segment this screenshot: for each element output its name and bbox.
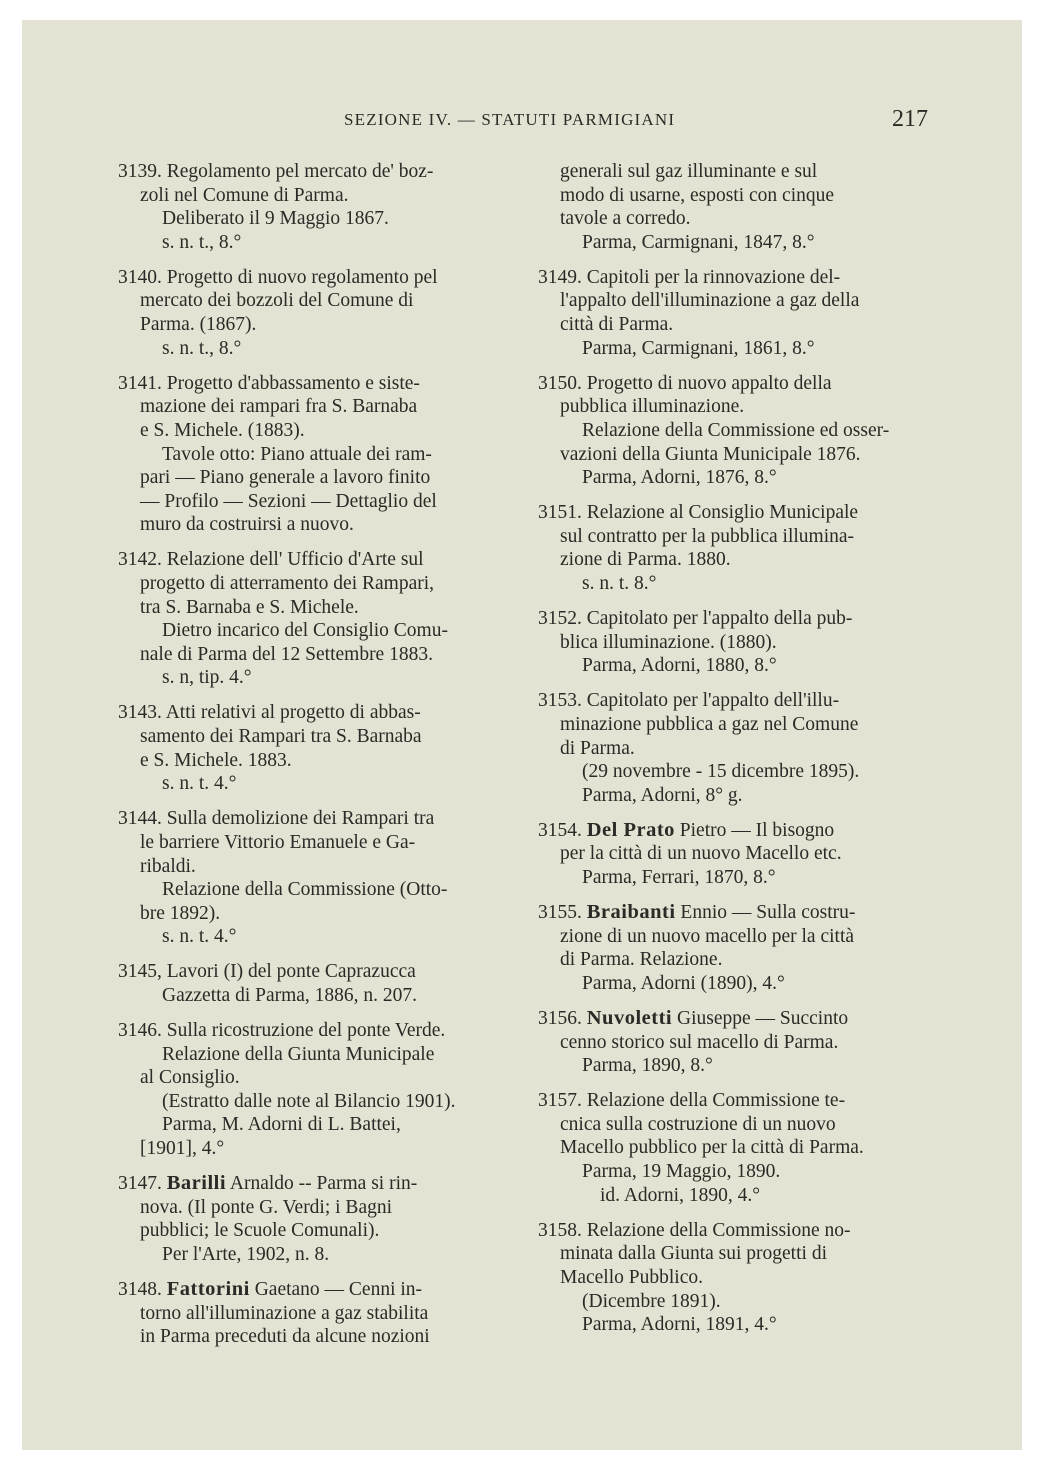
book-page	[22, 20, 1022, 1450]
entry-first-line	[538, 372, 930, 396]
entry-line: e S. Michele. (1883).	[140, 419, 305, 441]
catalog-entry	[538, 266, 930, 360]
entry-line: le barriere Vittorio Emanuele e Ga-	[140, 831, 416, 853]
entry-number: 3156.	[538, 1008, 587, 1029]
author-surname: Nuvoletti	[586, 1007, 673, 1029]
entry-number: 3141.	[118, 372, 167, 394]
entry-line: s. n. t., 8.°	[162, 337, 242, 359]
entry-number: 3152.	[538, 608, 587, 630]
entry-number: 3149.	[538, 266, 587, 288]
entry-text: Relazione dell' Ufficio d'Arte sul	[166, 549, 424, 571]
entry-line: pubblica illuminazione.	[560, 396, 745, 418]
entry-number: 3148.	[118, 1279, 167, 1301]
entry-line: Parma, Adorni (1890), 4.°	[582, 972, 785, 994]
entry-text: Relazione della Commissione no-	[586, 1219, 851, 1241]
entry-line: samento dei Rampari tra S. Barnaba	[140, 726, 422, 748]
entry-text: Relazione della Commissione te-	[586, 1090, 846, 1112]
entry-line: generali sul gaz illuminante e sul	[560, 161, 818, 182]
entry-text: Regolamento pel mercato de' boz-	[166, 161, 434, 182]
entry-line: mercato dei bozzoli del Comune di	[140, 290, 414, 312]
entry-line: Parma, Carmignani, 1861, 8.°	[582, 337, 815, 359]
catalog-entry	[118, 372, 510, 537]
entry-number: 3140.	[118, 266, 167, 288]
entry-first-line	[538, 1219, 930, 1243]
entry-line: muro da costruirsi a nuovo.	[140, 514, 354, 536]
entry-line: s. n. t. 4.°	[162, 926, 237, 948]
entry-line: Tavole otto: Piano attuale dei ram-	[162, 443, 432, 465]
entry-line: di Parma. Relazione.	[560, 949, 723, 971]
entry-text: Gaetano — Cenni in-	[254, 1279, 423, 1301]
catalog-entry	[118, 160, 510, 254]
entry-text: Progetto di nuovo regolamento pel	[166, 266, 438, 288]
page-number: 217	[892, 106, 928, 132]
left-column	[118, 160, 510, 1360]
catalog-entry	[118, 960, 510, 1007]
entry-number: 3150.	[538, 372, 587, 394]
entry-number: 3147.	[118, 1173, 167, 1195]
entry-line: vazioni della Giunta Municipale 1876.	[560, 443, 861, 465]
entry-line: Parma, 19 Maggio, 1890.	[582, 1161, 781, 1183]
entry-number: 3143.	[118, 702, 166, 724]
author-surname: Braibanti	[586, 901, 676, 924]
entry-line: Parma. (1867).	[140, 314, 257, 336]
entry-first-line	[118, 160, 510, 184]
entry-line: zione di Parma. 1880.	[560, 549, 731, 571]
entry-text: Lavori (I) del ponte Caprazucca	[166, 961, 416, 983]
entry-line: Dietro incarico del Consiglio Comu-	[162, 620, 448, 642]
entry-line: minazione pubblica a gaz nel Comune	[560, 713, 859, 735]
catalog-entry	[538, 372, 930, 490]
entry-line: di Parma.	[560, 737, 635, 759]
entry-first-line	[538, 901, 930, 925]
entry-line: (Dicembre 1891).	[582, 1290, 721, 1312]
entry-line: [1901], 4.°	[140, 1138, 225, 1160]
entry-line: s. n. t., 8.°	[162, 231, 242, 253]
right-column	[538, 160, 930, 1348]
catalog-entry	[538, 689, 930, 807]
entry-line: nale di Parma del 12 Settembre 1883.	[140, 643, 433, 665]
entry-text: Pietro — Il bisogno	[679, 819, 835, 841]
entry-first-line	[538, 1007, 930, 1031]
catalog-entry	[538, 901, 930, 995]
entry-line: per la città di un nuovo Macello etc.	[560, 843, 842, 865]
entry-line: pari — Piano generale a lavoro finito	[140, 467, 431, 489]
entry-first-line	[538, 266, 930, 290]
entry-text: Capitoli per la rinnovazione del-	[586, 266, 841, 288]
entry-number: 3158.	[538, 1219, 587, 1241]
entry-first-line	[118, 1278, 510, 1302]
entry-line: tra S. Barnaba e S. Michele.	[140, 596, 359, 618]
entry-line: s. n. t. 4.°	[162, 773, 237, 795]
catalog-entry	[538, 607, 930, 678]
entry-line: Relazione della Commissione ed osser-	[582, 419, 890, 441]
entry-number: 3145,	[118, 961, 167, 983]
entry-line: ribaldi.	[140, 855, 196, 877]
running-header	[22, 108, 1022, 138]
catalog-entry	[118, 266, 510, 360]
entry-line: (29 novembre - 15 dicembre 1895).	[582, 761, 860, 783]
entry-first-line	[538, 501, 930, 525]
catalog-entry	[118, 1278, 510, 1349]
entry-text: Progetto d'abbassamento e siste-	[166, 372, 420, 394]
entry-line: Parma, Adorni, 8° g.	[582, 784, 743, 806]
entry-line: minata dalla Giunta sui progetti di	[560, 1243, 827, 1265]
entry-line: cenno storico sul macello di Parma.	[560, 1031, 839, 1053]
entry-line: Gazzetta di Parma, 1886, n. 207.	[162, 985, 418, 1006]
entry-text: Ennio — Sulla costru-	[680, 902, 856, 924]
catalog-entry	[118, 548, 510, 690]
entry-text: Giuseppe — Succinto	[676, 1008, 849, 1029]
entry-line: Macello pubblico per la città di Parma.	[560, 1137, 864, 1159]
entry-first-line	[538, 1089, 930, 1113]
entry-number: 3154.	[538, 819, 587, 841]
entry-line: e S. Michele. 1883.	[140, 749, 292, 771]
entry-line: zoli nel Comune di Parma.	[140, 184, 349, 206]
entry-line: zione di un nuovo macello per la città	[560, 925, 855, 947]
entry-number: 3151.	[538, 502, 587, 524]
entry-number: 3144.	[118, 808, 167, 830]
entry-line: Parma, M. Adorni di L. Battei,	[162, 1114, 401, 1136]
entry-line: Parma, Adorni, 1891, 4.°	[582, 1314, 777, 1336]
entry-line: progetto di atterramento dei Rampari,	[140, 573, 435, 594]
catalog-entry	[538, 501, 930, 595]
entry-first-line	[118, 548, 510, 572]
entry-line: Macello Pubblico.	[560, 1266, 703, 1288]
entry-first-line	[118, 701, 510, 725]
entry-line: città di Parma.	[560, 314, 674, 336]
author-surname: Fattorini	[166, 1278, 250, 1301]
entry-line: nova. (Il ponte G. Verdi; i Bagni	[140, 1196, 393, 1218]
catalog-entry	[538, 1219, 930, 1337]
entry-text: Relazione al Consiglio Municipale	[586, 502, 859, 524]
entry-number: 3139.	[118, 161, 167, 182]
entry-line: Deliberato il 9 Maggio 1867.	[162, 208, 389, 230]
entry-text: Progetto di nuovo appalto della	[586, 372, 832, 394]
catalog-entry	[538, 160, 930, 254]
section-title: SEZIONE IV. — STATUTI PARMIGIANI	[344, 110, 676, 129]
catalog-entry	[538, 1007, 930, 1078]
entry-text: Capitolato per l'appalto dell'illu-	[586, 690, 840, 712]
catalog-entry	[118, 807, 510, 949]
catalog-entry	[118, 1019, 510, 1161]
entry-text: Sulla ricostruzione del ponte Verde.	[166, 1020, 446, 1042]
entry-first-line	[538, 607, 930, 631]
catalog-entry	[538, 1089, 930, 1207]
entry-line: Relazione della Giunta Municipale	[162, 1043, 435, 1065]
entry-line: (Estratto dalle note al Bilancio 1901).	[162, 1090, 456, 1112]
entry-line: mazione dei rampari fra S. Barnaba	[140, 396, 418, 418]
entry-line: pubblici; le Scuole Comunali).	[140, 1220, 380, 1242]
entry-line: — Profilo — Sezioni — Dettaglio del	[140, 490, 437, 512]
entry-first-line	[118, 266, 510, 290]
entry-first-line	[538, 819, 930, 843]
entry-line: in Parma preceduti da alcune nozioni	[140, 1326, 430, 1348]
entry-line: Relazione della Commissione (Otto-	[162, 879, 448, 901]
entry-first-line	[118, 960, 510, 984]
entry-line: l'appalto dell'illuminazione a gaz della	[560, 290, 860, 312]
entry-number: 3157.	[538, 1090, 587, 1112]
entry-line: Per l'Arte, 1902, n. 8.	[162, 1243, 330, 1265]
entry-text: Atti relativi al progetto di abbas-	[165, 702, 421, 724]
entry-first-line	[118, 1019, 510, 1043]
author-surname: Barilli	[166, 1172, 227, 1195]
entry-first-line	[118, 372, 510, 396]
entry-first-line	[538, 689, 930, 713]
entry-line: Parma, 1890, 8.°	[582, 1055, 713, 1077]
entry-first-line	[118, 1172, 510, 1196]
entry-number: 3142.	[118, 549, 167, 571]
entry-line: s. n, tip. 4.°	[162, 667, 252, 689]
author-surname: Del Prato	[586, 818, 675, 841]
entry-line: Parma, Ferrari, 1870, 8.°	[582, 867, 776, 889]
catalog-entry	[118, 701, 510, 795]
entry-line: sul contratto per la pubblica illumina-	[560, 525, 855, 547]
entry-line: torno all'illuminazione a gaz stabilita	[140, 1302, 429, 1324]
catalog-entry	[118, 1172, 510, 1266]
entry-line: cnica sulla costruzione di un nuovo	[560, 1113, 836, 1135]
entry-line: modo di usarne, esposti con cinque	[560, 184, 835, 206]
entry-text: Arnaldo -- Parma si rin-	[229, 1173, 418, 1195]
entry-line: Parma, Carmignani, 1847, 8.°	[582, 231, 815, 253]
entry-number: 3153.	[538, 690, 587, 712]
entry-line: blica illuminazione. (1880).	[560, 631, 777, 653]
entry-text: Capitolato per l'appalto della pub-	[586, 608, 853, 630]
entry-line: id. Adorni, 1890, 4.°	[600, 1184, 761, 1206]
entry-line: bre 1892).	[140, 902, 221, 924]
entry-line: Parma, Adorni, 1880, 8.°	[582, 655, 777, 677]
entry-line: al Consiglio.	[140, 1067, 240, 1089]
entry-line: Parma, Adorni, 1876, 8.°	[582, 467, 777, 489]
entry-first-line	[118, 807, 510, 831]
entry-text: Sulla demolizione dei Rampari tra	[166, 808, 435, 830]
catalog-entry	[538, 819, 930, 890]
entry-number: 3146.	[118, 1020, 167, 1042]
entry-line: tavole a corredo.	[560, 208, 691, 230]
entry-number: 3155.	[538, 902, 587, 924]
entry-line: s. n. t. 8.°	[582, 573, 657, 594]
